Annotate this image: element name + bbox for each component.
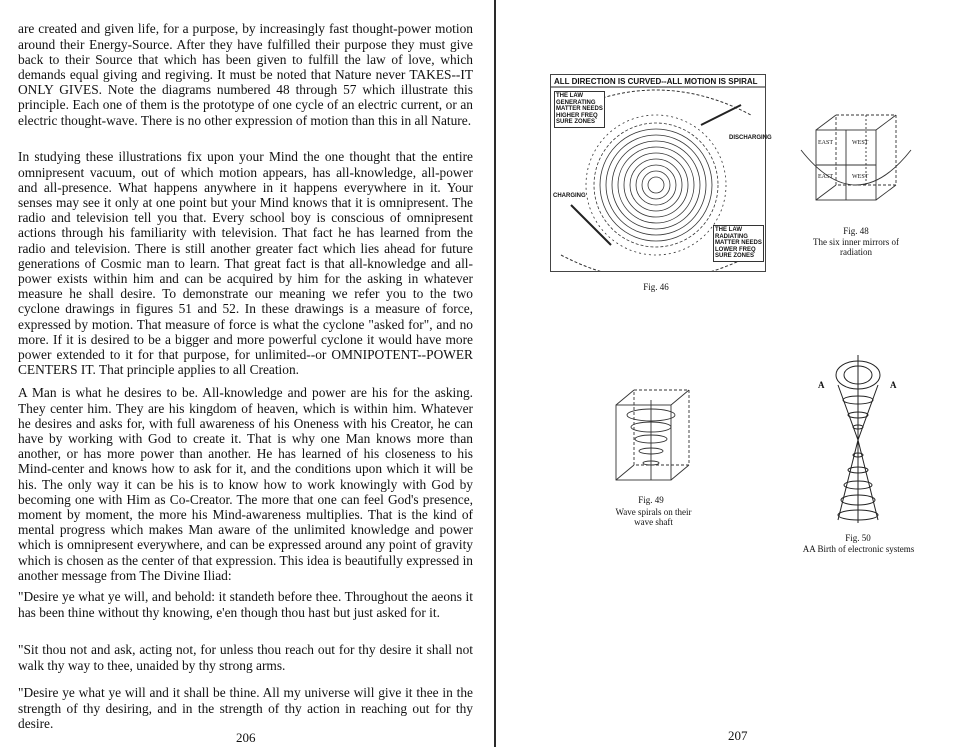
page-number-left: 206 <box>236 730 256 745</box>
quote-3: "Desire ye what ye will and it shall be thine. All my universe will give it thee in the strength of thy desiring, and in the strength of thy action in reaching out for thy desire. <box>18 685 473 731</box>
figure-46 <box>550 74 772 272</box>
law-radiating-label: THE LAW RADIATING MATTER NEEDS LOWER FREQ SURE ZONES <box>713 225 764 262</box>
law-generating-label: THE LAW GENERATING MATTER NEEDS HIGHER FREQ SURE ZONES <box>554 91 605 128</box>
paragraph-1: are created and given life, for a purpose, by increasingly fast thought-power motion around their Energy-Source. After they have fulfilled their purpose they must give back to their Source that which has been given to fulfill the law of love, which demands equal giving and regiving. It must be noted that Nature never TAKES--IT ONLY GIVES. Note the diagrams numbered 48 through 57 which illustrate this principle. Each one of them is the prototype of one cycle of an electric current, or an electric thought-wave. There is no other expression of motion than this in all Nature. <box>18 21 473 128</box>
label-a-right: A <box>890 380 897 390</box>
right-page <box>496 0 957 747</box>
paragraph-2: In studying these illustrations fix upon your Mind the one thought that the entire omnipresent vacuum, out of which motion appears, has all-knowledge, all-power and all-presence. What happens anywhere in it happens everywhere in it. Your senses may see it only at one point but your Mind knows that it is omnipresent. The radio and television tell you that. Every school boy is conscious of omnipresent actions through his familiarity with television. That fact he has learned from the radio and television. There is still another greater fact which lies ahead for future generations of Cosmic man to learn. That great fact is that all-knowledge and all-power exists within him and can be acquired by him for the asking in whatever measure he shall desire. To demonstrate our meaning we refer you to the two cyclone drawings in figures 51 and 52. In these drawings is a measure of force, expressed by motion. That measure of force is what the cyclone "asked for", and no more. If it is desired to be a bigger and more powerful cyclone it would have more power extended to it for that purpose, for unlimited--or OMNIPOTENT--POWER CENTERS IT. That principle applies to all Creation. <box>18 149 473 378</box>
figure-49 <box>606 385 696 490</box>
figure-50-caption: AA Birth of electronic systems <box>802 544 915 554</box>
wave-spiral-diagram <box>606 385 696 490</box>
paragraph-3: A Man is what he desires to be. All-knowledge and power are his for the asking. They center him. They are his kingdom of heaven, which is within him. Whatever he desires and asks for, with full awareness of his Oneness with his Creator, he can have by working with God to create it. That is why one Man knows more than another, or has more power than another. He has learned of his closeness to his Mind-center and knows how to ask for it, and the conditions upon which it will be his. The only way it can be his is to know how to work knowingly with God by becoming one with Him as Co-Creator. The more that one can feel God's presence, moment by moment, the more his Mind-awareness multiplies. That is the kind of mental progress which makes Man aware of the unlimited knowledge and power which is omnipresent everywhere, and can be expressed around any point of gravity which is chosen as the center of that expression. This idea is beautifully expressed in another message from The Divine Iliad: <box>18 385 473 583</box>
figure-46-caption: Fig. 46 <box>643 282 669 292</box>
figure-49-number: Fig. 49 <box>638 495 664 505</box>
figure-48-number: Fig. 48 <box>843 226 869 236</box>
west-label-top: WEST <box>852 140 869 146</box>
quote-2: "Sit thou not and ask, acting not, for unless thou reach out for thy desire it shall not walk thy way to thee, unaided by thy strong arms. <box>18 642 473 673</box>
quote-1: "Desire ye what ye will, and behold: it standeth before thee. Throughout the aeons it has been thine without thy knowing, e'en though thou hast but just asked for it. <box>18 589 473 620</box>
figure-48 <box>796 110 916 220</box>
figure-46-title: ALL DIRECTION IS CURVED--ALL MOTION IS SPIRAL <box>554 77 758 86</box>
page-number-right: 207 <box>728 728 748 743</box>
west-label-bottom: WEST <box>852 174 869 180</box>
east-label-bottom: EAST <box>818 174 833 180</box>
label-a-left: A <box>818 380 825 390</box>
figure-50 <box>818 345 898 525</box>
figure-48-caption: The six inner mirrors of radiation <box>813 237 899 257</box>
charging-label: CHARGING <box>553 193 586 199</box>
east-label-top: EAST <box>818 140 833 146</box>
figure-50-number: Fig. 50 <box>845 533 871 543</box>
mirrors-diagram <box>796 110 916 220</box>
figure-49-caption: Wave spirals on their wave shaft <box>615 507 692 527</box>
discharging-label: DISCHARGING <box>729 135 772 141</box>
electronic-systems-diagram <box>818 345 898 525</box>
